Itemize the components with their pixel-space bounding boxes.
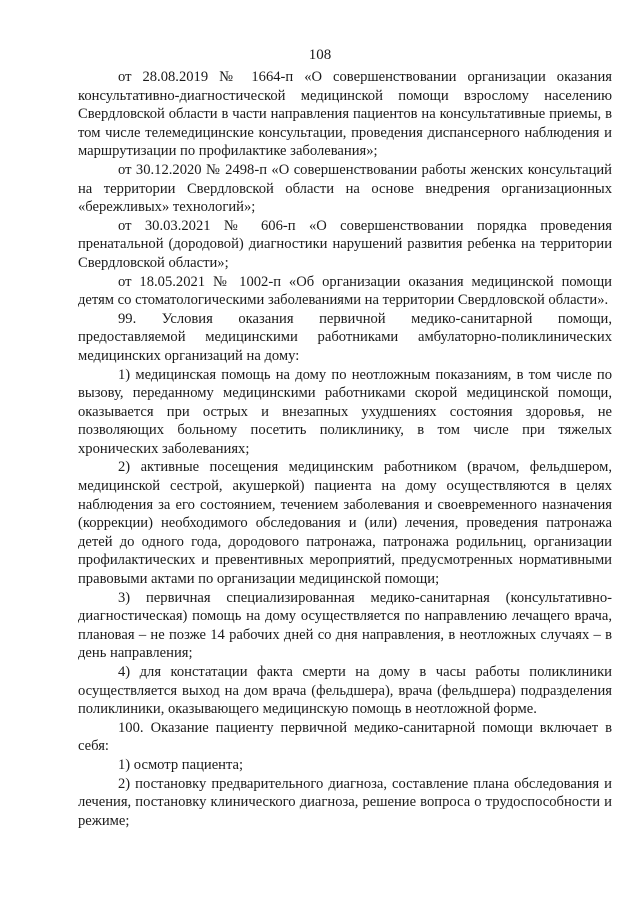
- page-number: 108: [308, 47, 332, 63]
- paragraph-decree-606: от 30.03.2021 № 606-п «О совершенствовании порядка проведения пренатальной (дородовой) диагностики нарушений развития ребенка на территории Свердловской области»;: [78, 217, 612, 271]
- paragraph-item-99-3: 3) первичная специализированная медико-санитарная (консультативно-диагностическая) помощь на дому осуществляется по направлению лечащего врача, плановая – не позже 14 рабочих дней со дня направления, в неотложных случаях – в день направления;: [78, 589, 612, 662]
- paragraph-item-100-2: 2) постановку предварительного диагноза, составление плана обследования и лечения, постановку клинического диагноза, решение вопроса о трудоспособности и режиме;: [78, 775, 612, 829]
- paragraph-section-99: 99. Условия оказания первичной медико-санитарной помощи, предоставляемой медицинскими работниками амбулаторно-поликлинических медицинских организаций на дому:: [78, 310, 612, 364]
- paragraph-decree-1664: от 28.08.2019 № 1664-п «О совершенствовании организации оказания консультативно-диагностической медицинской помощи взрослому населению Свердловской области в части направления пациентов на консультативные приемы, в том числе телемедицинские консультации, проведения диспансерного наблюдения и маршрутизации по профилактике заболевания»;: [78, 69, 612, 160]
- paragraph-item-99-4: 4) для констатации факта смерти на дому в часы работы поликлиники осуществляется выход на дом врача (фельдшера), врача (фельдшера) подразделения поликлиники, оказывающего медицинскую помощь в неотложной форме.: [78, 664, 612, 718]
- paragraph-item-99-2: 2) активные посещения медицинским работником (врачом, фельдшером, медицинской сестрой, акушеркой) пациента на дому осуществляются в целях наблюдения за его состоянием, течением заболевания и своевременного назначения (коррекции) необходимого обследования и (или) лечения, проведения патронажа детей до одного года, дородового патронажа, патронажа родильниц, организации профилактических и превентивных мероприятий, предусмотренных нормативными правовыми актами по организации медицинской помощи;: [78, 459, 612, 588]
- paragraph-item-100-1: 1) осмотр пациента;: [118, 756, 244, 773]
- paragraph-item-99-1: 1) медицинская помощь на дому по неотложным показаниям, в том числе по вызову, переданному медицинскими работниками скорой медицинской помощи, оказывается при острых и внезапных ухудшениях состояния здоровья, не позволяющих больному посетить поликлинику, в том числе при тяжелых хронических заболеваниях;: [78, 366, 612, 457]
- paragraph-section-100: 100. Оказание пациенту первичной медико-санитарной помощи включает в себя:: [78, 719, 612, 755]
- paragraph-decree-2498: от 30.12.2020 № 2498-п «О совершенствовании работы женских консультаций на территории Свердловской области на основе внедрения организационных «бережливых» технологий»;: [78, 161, 612, 216]
- paragraph-decree-1002: от 18.05.2021 № 1002-п «Об организации оказания медицинской помощи детям со стоматологическими заболеваниями на территории Свердловской области».: [78, 273, 612, 309]
- document-body: [78, 68, 612, 830]
